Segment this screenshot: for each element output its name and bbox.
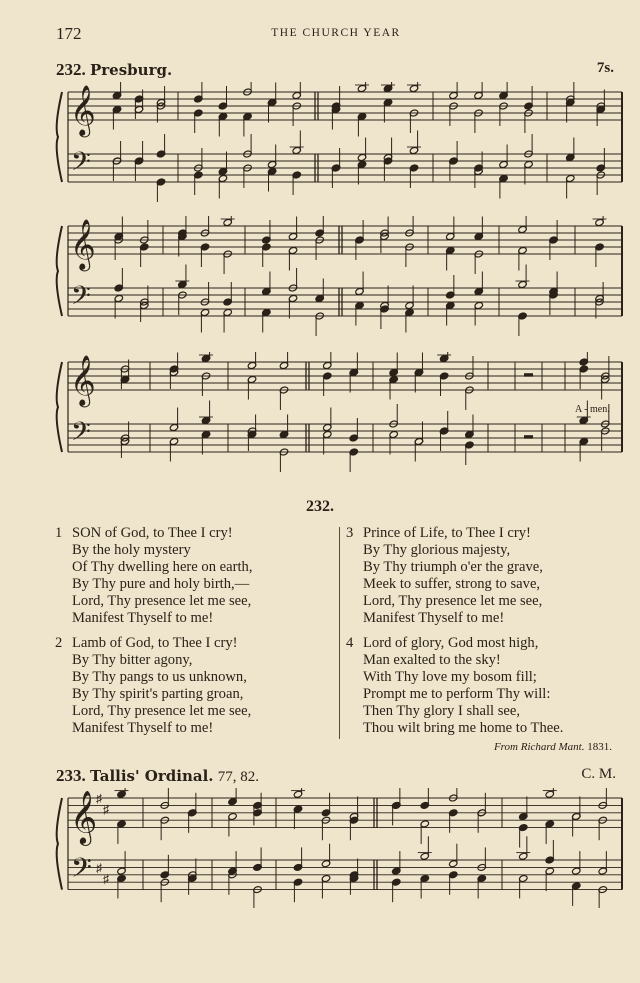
tune-233-meter: C. M. [581,766,616,782]
stanza-2 [55,635,335,737]
music-system-1 [50,82,630,214]
stanza-3 [346,525,616,627]
tune-233-refs: 77, 82. [217,769,260,785]
hymn-line: By Thy glorious majesty, [363,542,511,558]
page-number: 172 [56,24,82,43]
brace [57,226,62,316]
music-system-4 [50,788,630,908]
hymn-line: Meek to suffer, strong to save, [363,576,541,592]
bass-clef-icon: 𝄢 [71,281,91,317]
hymn-line: By the holy mystery [72,542,191,558]
tune-232-name: Presburg. [90,61,173,79]
hymn-line: By Thy spirit's parting groan, [72,686,244,702]
hymn-line: Prince of Life, to Thee I cry! [363,525,531,541]
hymn-line: Of Thy dwelling here on earth, [72,559,253,575]
rest-icon [524,435,533,439]
stanza-number: 2 [55,635,63,651]
sharp-icon: ♯ [96,860,102,875]
sharp-icon: ♯ [103,802,109,817]
hymn-number: 232. [306,498,334,515]
hymn-line: Prompt me to perform Thy will: [363,686,551,702]
bass-clef-icon: 𝄢 [71,147,91,183]
tune-232-heading [56,60,616,82]
running-title: THE CHURCH YEAR [271,27,401,39]
rest-icon [524,373,533,377]
hymn-line: Lord, Thy presence let me see, [72,593,252,609]
treble-clef-icon: 𝄞 [70,220,96,270]
tune-233-heading [56,766,616,788]
hymn-line: By Thy pangs to us unknown, [72,669,247,685]
hymn-line: Then Thy glory I shall see, [363,703,520,719]
hymn-line: Lord of glory, God most high, [363,635,539,651]
hymn-line: Man exalted to the sky! [363,652,501,668]
hymn-line: Manifest Thyself to me! [72,610,214,626]
stanza-number: 4 [346,635,354,651]
stanza-number: 1 [55,525,63,541]
hymn-line: With Thy love my bosom fill; [363,669,537,685]
treble-clef-icon: 𝄞 [70,86,96,136]
hymn-column-left [55,525,335,745]
brace [57,798,62,890]
brace [57,362,62,452]
hymn-line: Manifest Thyself to me! [72,720,214,736]
hymn-line: SON of God, to Thee I cry! [72,525,233,541]
hymn-attribution [494,741,612,753]
hymn-line: By Thy triumph o'er the grave, [363,559,543,575]
sharp-icon: ♯ [103,871,109,886]
treble-clef-icon: 𝄞 [70,789,98,844]
stanza-4 [346,635,616,737]
stanza-1 [55,525,335,627]
hymn-line: By Thy pure and holy birth,— [72,576,250,592]
hymn-line: Manifest Thyself to me! [363,610,505,626]
sharp-icon: ♯ [96,791,102,806]
tune-232-meter: 7s. [596,60,614,76]
bass-clef-icon: 𝄢 [71,417,91,453]
tune-233-number: 233. [56,766,86,785]
page-header [56,24,616,44]
bass-clef-icon: 𝄢 [71,852,92,891]
hymn-line: Lord, Thy presence let me see, [72,703,252,719]
attribution-source: From Richard Mant. [493,741,585,753]
hymn-line: By Thy bitter agony, [72,652,193,668]
brace [57,92,62,182]
hymn-column-right [346,525,616,745]
tune-233-name: Tallis' Ordinal. [90,767,214,785]
treble-clef-icon: 𝄞 [70,356,96,406]
amen-lyric: A - men. [575,404,610,415]
attribution-year: 1831. [587,741,612,753]
column-divider [339,527,340,739]
hymn-line: Thou wilt bring me home to Thee. [363,720,564,736]
tune-232-number: 232. [56,60,86,79]
music-system-2 [50,216,630,348]
hymn-line: Lamb of God, to Thee I cry! [72,635,238,651]
music-system-3 [50,352,630,484]
hymn-line: Lord, Thy presence let me see, [363,593,543,609]
stanza-number: 3 [346,525,354,541]
